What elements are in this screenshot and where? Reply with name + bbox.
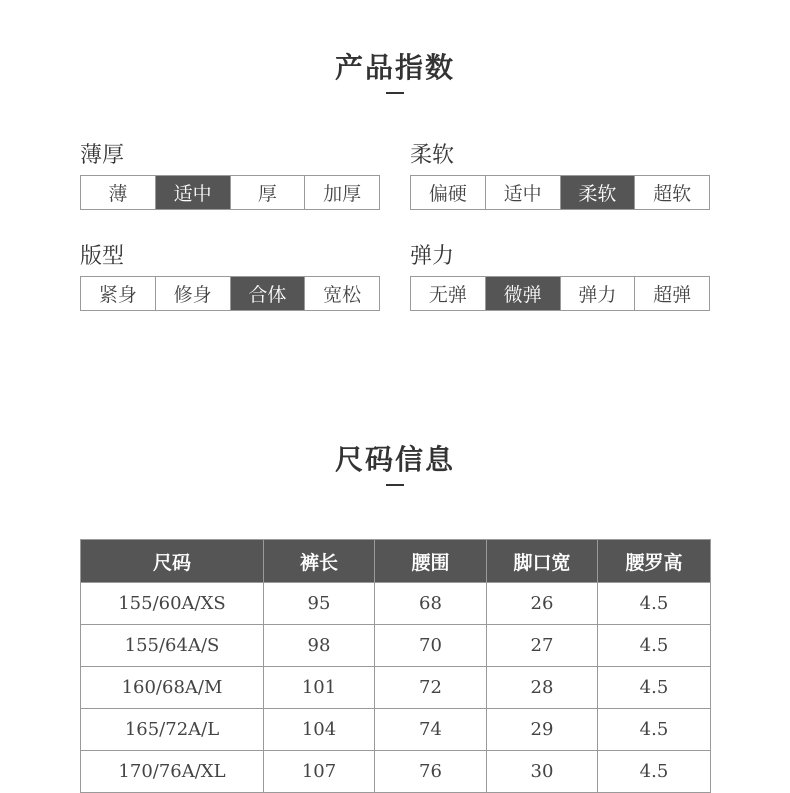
cell-hem-width: 29: [487, 709, 598, 751]
metric-fit: [80, 242, 380, 311]
metric-softness: [410, 141, 710, 210]
option-firm[interactable]: 偏硬: [411, 176, 485, 209]
option-super-soft[interactable]: 超软: [634, 176, 709, 209]
option-thin[interactable]: 薄: [81, 176, 155, 209]
cell-hem-width: 30: [487, 751, 598, 793]
option-thick[interactable]: 厚: [230, 176, 305, 209]
size-table-header-row: [81, 540, 711, 583]
cell-waistband-height: 4.5: [598, 583, 711, 625]
cell-waistband-height: 4.5: [598, 625, 711, 667]
cell-size: 155/64A/S: [81, 625, 264, 667]
table-row: [81, 625, 711, 667]
option-moderate[interactable]: 适中: [485, 176, 560, 209]
cell-waistband-height: 4.5: [598, 709, 711, 751]
option-soft-selected[interactable]: 柔软: [560, 176, 635, 209]
cell-hem-width: 27: [487, 625, 598, 667]
table-row: [81, 583, 711, 625]
table-row: [81, 709, 711, 751]
product-index-title-underline: [386, 92, 404, 94]
option-loose[interactable]: 宽松: [304, 277, 379, 310]
cell-waist: 72: [375, 667, 487, 709]
column-header-waistband-height: 腰罗高: [598, 540, 711, 583]
cell-waistband-height: 4.5: [598, 667, 711, 709]
metric-label: 弹力: [410, 244, 455, 269]
metric-label: 版型: [80, 244, 125, 269]
cell-waist: 76: [375, 751, 487, 793]
metric-elasticity: [410, 242, 710, 311]
cell-waist: 70: [375, 625, 487, 667]
cell-length: 95: [264, 583, 375, 625]
cell-length: 107: [264, 751, 375, 793]
cell-length: 104: [264, 709, 375, 751]
size-info-title: 尺码信息: [334, 443, 455, 476]
option-no-stretch[interactable]: 无弹: [411, 277, 485, 310]
metric-label: 柔软: [410, 143, 455, 168]
option-slim[interactable]: 修身: [155, 277, 230, 310]
fit-options: [80, 276, 380, 311]
cell-length: 101: [264, 667, 375, 709]
column-header-length: 裤长: [264, 540, 375, 583]
size-info-title-underline: [386, 484, 404, 486]
option-regular-selected[interactable]: 合体: [230, 277, 305, 310]
size-table: [80, 539, 711, 793]
cell-size: 165/72A/L: [81, 709, 264, 751]
softness-options: [410, 175, 710, 210]
cell-waist: 74: [375, 709, 487, 751]
table-row: [81, 667, 711, 709]
column-header-waist: 腰围: [375, 540, 487, 583]
thickness-options: [80, 175, 380, 210]
option-medium-selected[interactable]: 适中: [155, 176, 230, 209]
cell-size: 170/76A/XL: [81, 751, 264, 793]
metric-thickness: [80, 141, 380, 210]
table-row: [81, 751, 711, 793]
cell-waistband-height: 4.5: [598, 751, 711, 793]
metric-label: 薄厚: [80, 143, 125, 168]
cell-length: 98: [264, 625, 375, 667]
option-slight-stretch-selected[interactable]: 微弹: [485, 277, 560, 310]
cell-hem-width: 28: [487, 667, 598, 709]
cell-size: 160/68A/M: [81, 667, 264, 709]
column-header-size: 尺码: [81, 540, 264, 583]
cell-hem-width: 26: [487, 583, 598, 625]
option-extra-thick[interactable]: 加厚: [304, 176, 379, 209]
elasticity-options: [410, 276, 710, 311]
column-header-hem-width: 脚口宽: [487, 540, 598, 583]
cell-size: 155/60A/XS: [81, 583, 264, 625]
product-index-title: 产品指数: [334, 51, 455, 84]
option-stretch[interactable]: 弹力: [560, 277, 635, 310]
option-tight[interactable]: 紧身: [81, 277, 155, 310]
option-super-stretch[interactable]: 超弹: [634, 277, 709, 310]
cell-waist: 68: [375, 583, 487, 625]
